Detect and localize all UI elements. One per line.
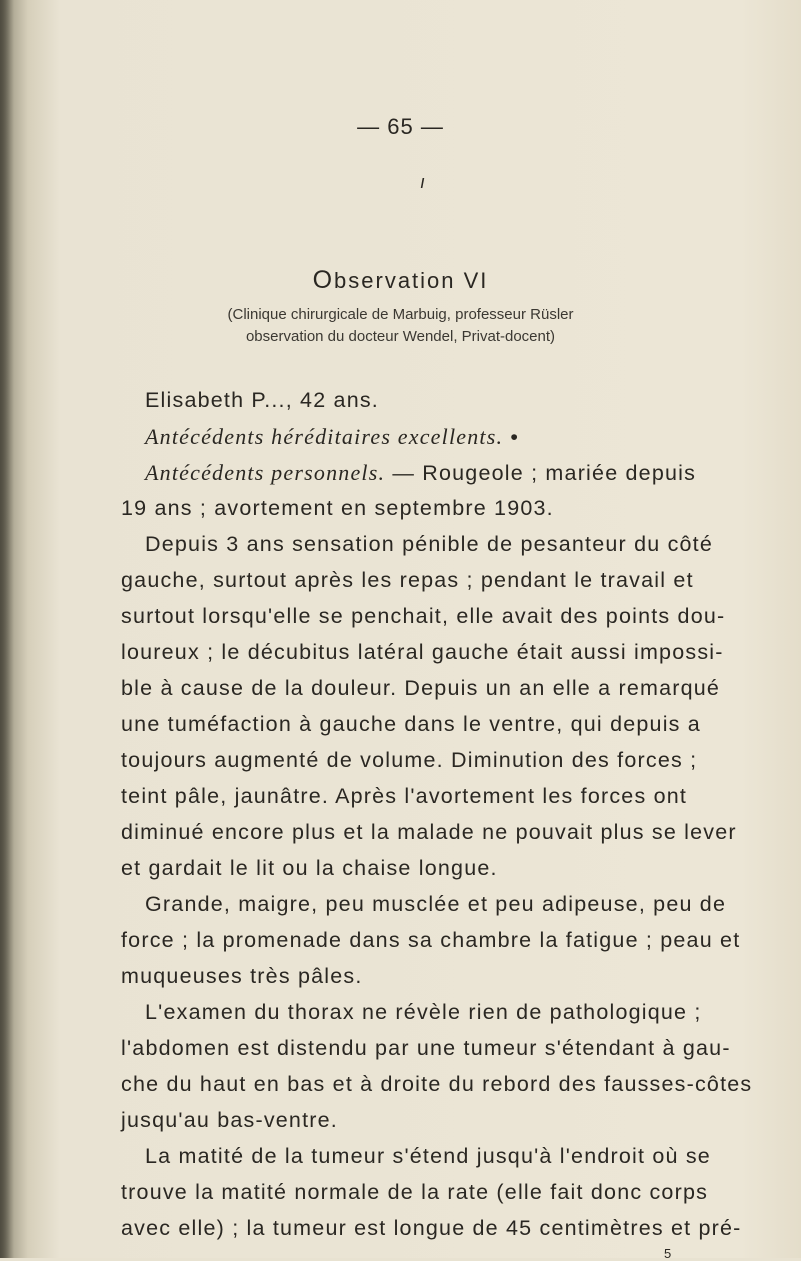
signature-mark: 5 — [664, 1246, 672, 1261]
text-line: Antécédents héréditaires excellents. • — [145, 424, 520, 449]
text-line: L'examen du thorax ne révèle rien de pathologique ; — [145, 1000, 702, 1024]
text-line: force ; la promenade dans sa chambre la fatigue ; peau et — [121, 928, 741, 952]
text-line: muqueuses très pâles. — [121, 964, 363, 988]
page-number: — 65 — — [357, 114, 444, 139]
text-line: loureux ; le décubitus latéral gauche était aussi impossi- — [121, 640, 724, 664]
text-line: surtout lorsqu'elle se penchait, elle avait des points dou- — [121, 604, 726, 628]
binding-shadow — [0, 0, 14, 1258]
text-line: l'abdomen est distendu par une tumeur s'étendant à gau- — [121, 1036, 731, 1060]
text-line: diminué encore plus et la malade ne pouvait plus se lever — [121, 820, 737, 844]
text-line: ble à cause de la douleur. Depuis un an elle a remarqué — [121, 676, 721, 700]
text-line: jusqu'au bas-ventre. — [121, 1108, 338, 1132]
text-line: et gardait le lit ou la chaise longue. — [121, 856, 498, 880]
italic-heading: Antécédents héréditaires excellents. — [145, 424, 504, 449]
italic-heading: Antécédents personnels. — [145, 460, 386, 485]
text-line: trouve la matité normale de la rate (elle fait donc corps — [121, 1180, 709, 1204]
text-line: avec elle) ; la tumeur est longue de 45 centimètres et pré- — [121, 1216, 742, 1240]
text-line: Elisabeth P..., 42 ans. — [145, 388, 379, 412]
text-line: Grande, maigre, peu musclée et peu adipeuse, peu de — [145, 892, 727, 916]
text-line: Depuis 3 ans sensation pénible de pesanteur du côté — [145, 532, 714, 556]
subtitle-line-2: observation du docteur Wendel, Privat-docent) — [245, 328, 556, 345]
text-line: teint pâle, jaunâtre. Après l'avortement les forces ont — [121, 784, 688, 808]
title-rest: bservation VI — [334, 268, 489, 293]
text-line: La matité de la tumeur s'étend jusqu'à l'endroit où se — [145, 1144, 711, 1168]
observation-title — [0, 266, 801, 295]
text-line: toujours augmenté de volume. Diminution des forces ; — [121, 748, 698, 772]
text-line: che du haut en bas et à droite du rebord des fausses-côtes — [121, 1072, 753, 1096]
margin-mark: ı — [420, 172, 426, 192]
text-line: Antécédents personnels. — Rougeole ; mariée depuis — [145, 460, 697, 485]
subtitle-line-1: (Clinique chirurgicale de Marbuig, professeur Rüsler — [227, 306, 574, 323]
text-line: gauche, surtout après les repas ; pendant le travail et — [121, 568, 694, 592]
text-line: 19 ans ; avortement en septembre 1903. — [121, 496, 554, 520]
text-line: une tuméfaction à gauche dans le ventre, qui depuis a — [121, 712, 701, 736]
title-initial: O — [312, 266, 335, 294]
